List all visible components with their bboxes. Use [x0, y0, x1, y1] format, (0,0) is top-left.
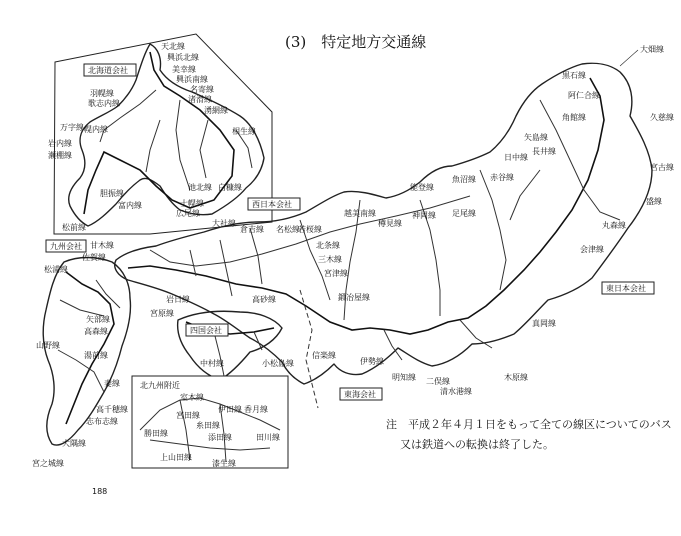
line-label: 木原線 [504, 373, 528, 382]
line-label: 能登線 [410, 183, 434, 192]
line-label: 岩日線 [166, 295, 190, 304]
line-label: 伊田線 [218, 405, 242, 414]
line-label: 相生線 [232, 127, 256, 136]
line-label: 松浦線 [44, 265, 68, 274]
line-label: 志布志線 [86, 417, 118, 426]
line-label: 足尾線 [452, 209, 476, 218]
note-line-1: 注 平成２年４月１日をもって全ての線区についてのバス [386, 418, 672, 431]
line-label: 佐賀線 [82, 253, 106, 262]
region-higashi: 東日本会社 [606, 284, 646, 293]
line-label: 香月線 [244, 405, 268, 414]
line-label: 湯前線 [84, 351, 108, 360]
region-shikoku: 四国会社 [190, 326, 222, 335]
line-label: 日中線 [504, 153, 528, 162]
line-label: 松前線 [62, 223, 86, 232]
line-label: 越美南線 [344, 209, 376, 218]
line-label: 小松島線 [262, 359, 294, 368]
line-label: 真岡線 [532, 319, 556, 328]
line-label: 伊勢線 [360, 357, 384, 366]
line-label: 室木線 [180, 393, 204, 402]
line-label: 久慈線 [650, 113, 674, 122]
line-label: 丸森線 [602, 221, 626, 230]
line-label: 富内線 [118, 201, 142, 210]
note-line-2: 又は鉄道への転換は終了した。 [400, 438, 554, 451]
line-label: 二俣線 [426, 377, 450, 386]
map-title: (3) 特定地方交通線 [285, 33, 427, 51]
line-label: 宮古線 [650, 163, 674, 172]
line-label: 妻線 [104, 379, 120, 388]
line-label: 田川線 [256, 433, 280, 442]
line-label: 興浜北線 [167, 53, 199, 62]
line-label: 池北線 [188, 183, 212, 192]
line-label: 黒石線 [562, 71, 586, 80]
line-label: 渚滑線 [188, 95, 212, 104]
line-label: 甘木線 [90, 241, 114, 250]
kitakyushu-inset [132, 376, 288, 468]
line-label: 倉吉線 [240, 225, 264, 234]
line-label: 瀬棚線 [48, 151, 72, 160]
line-label: 信楽線 [312, 351, 336, 360]
north-labels [344, 44, 674, 396]
region-nishi: 西日本会社 [252, 200, 292, 209]
honshu-rail-chugoku [220, 240, 232, 296]
line-label: 高砂線 [252, 295, 276, 304]
shikoku-coastline [178, 311, 282, 380]
line-label: 幌内線 [84, 125, 108, 134]
line-label: 名寄線 [190, 85, 214, 94]
line-label: 樽見線 [378, 219, 402, 228]
line-label: 高千穂線 [96, 405, 128, 414]
line-label: 北条線 [316, 241, 340, 250]
region-kitakyushu: 北九州附近 [140, 381, 180, 390]
kyushu-rail-2 [60, 300, 104, 316]
line-label: 若桜線 [298, 225, 322, 234]
line-label: 矢部線 [86, 315, 110, 324]
line-label: 山野線 [36, 341, 60, 350]
line-label: 赤谷線 [490, 173, 514, 182]
line-label: 胆振線 [100, 189, 124, 198]
shikoku [178, 311, 282, 380]
line-label: 歌志内線 [88, 99, 120, 108]
line-label: 漆生線 [212, 459, 236, 468]
line-label: 神岡線 [412, 211, 436, 220]
line-label: 宮田線 [176, 411, 200, 420]
hokkaido-inset [48, 34, 272, 234]
honshu-rail-mid [480, 170, 506, 290]
line-label: 阿仁合線 [568, 91, 600, 100]
line-label: 清水港線 [440, 387, 472, 396]
line-label: 大社線 [212, 219, 236, 228]
line-label: 添田線 [208, 433, 232, 442]
line-label: 三木線 [318, 255, 342, 264]
line-label: 勝田線 [144, 429, 168, 438]
region-tokai: 東海会社 [344, 390, 376, 399]
line-label: 大畑線 [640, 45, 664, 54]
line-label: 高森線 [84, 327, 108, 336]
line-label: 白糠線 [218, 183, 242, 192]
line-label: 魚沼線 [452, 175, 476, 184]
line-label: 大隅線 [62, 439, 86, 448]
line-label: 名松線 [276, 225, 300, 234]
honshu-rail-shizuoka [384, 330, 402, 360]
line-label: 宮之城線 [32, 459, 64, 468]
line-label: 興浜南線 [176, 75, 208, 84]
line-label: 盛線 [646, 197, 662, 206]
line-label: 羽幌線 [90, 89, 114, 98]
line-label: 中村線 [200, 359, 224, 368]
line-label: 天北線 [161, 42, 185, 51]
honshu-rail-chugoku-3 [190, 250, 196, 276]
line-label: 明知線 [392, 373, 416, 382]
honshu-rail-tohoku [510, 170, 540, 220]
line-label: 宮津線 [324, 269, 348, 278]
line-label: 湧網線 [204, 106, 228, 115]
line-label: 矢島線 [524, 133, 548, 142]
line-label: 角館線 [562, 113, 586, 122]
line-label: 糸田線 [196, 421, 220, 430]
line-label: 美幸線 [172, 65, 196, 74]
line-label: 宮原線 [150, 309, 174, 318]
line-label: 士幌線 [180, 199, 204, 208]
honshu-rail-hokuriku [344, 200, 360, 320]
line-label: 広尾線 [176, 209, 200, 218]
line-label: 長井線 [532, 147, 556, 156]
line-label: 岩内線 [48, 139, 72, 148]
leader-line [620, 50, 638, 66]
region-kyushu: 九州会社 [50, 242, 82, 251]
page-number: 188 [92, 487, 108, 496]
line-label: 上山田線 [160, 453, 192, 462]
line-label: 鍛冶屋線 [338, 293, 370, 302]
shikoku-rail-2 [214, 332, 224, 376]
line-label: 万字線 [60, 123, 84, 132]
region-hokkaido: 北海道会社 [88, 66, 128, 75]
line-label: 会津線 [580, 245, 604, 254]
